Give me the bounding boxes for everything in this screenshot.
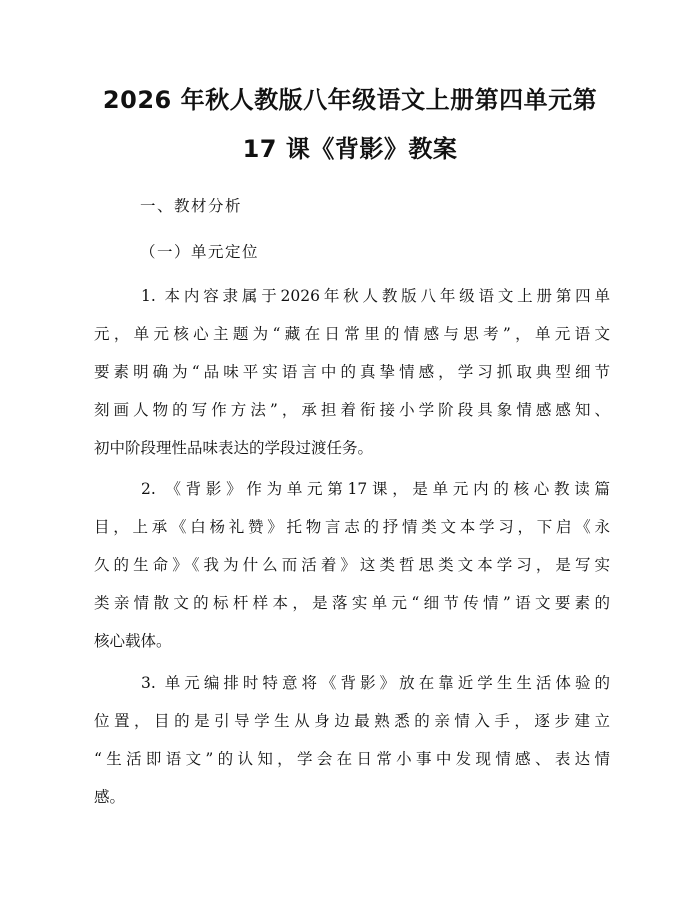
subsection-heading: （一）单元定位 (140, 243, 260, 261)
paragraph-line: 2. 《背影》作为单元第17课，是单元内的核心教读篇 (141, 480, 610, 498)
paragraph-line: 初中阶段理性品味表达的学段过渡任务。 (94, 439, 374, 457)
paragraph-line: 3. 单元编排时特意将《背影》放在靠近学生生活体验的 (141, 674, 610, 692)
paragraph-line: 位置，目的是引导学生从身边最熟悉的亲情入手，逐步建立 (94, 712, 610, 730)
paragraph-line: 元，单元核心主题为“藏在日常里的情感与思考”，单元语文 (94, 325, 610, 343)
paragraph-2 (94, 470, 610, 660)
paragraph-3 (94, 664, 610, 816)
paragraph-line: 刻画人物的写作方法”，承担着衔接小学阶段具象情感感知、 (94, 401, 610, 419)
section-heading: 一、教材分析 (140, 197, 243, 215)
paragraph-line: 目，上承《白杨礼赞》托物言志的抒情类文本学习，下启《永 (94, 518, 610, 536)
document-title-line-1: 2026 年秋人教版八年级语文上册第四单元第 (102, 86, 598, 114)
paragraph-line: 要素明确为“品味平实语言中的真挚情感，学习抓取典型细节 (94, 363, 610, 381)
paragraph-line: “生活即语文”的认知，学会在日常小事中发现情感、表达情 (94, 750, 610, 768)
paragraph-line: 1. 本内容隶属于2026年秋人教版八年级语文上册第四单 (141, 287, 610, 305)
paragraph-1 (94, 277, 610, 467)
paragraph-line: 感。 (94, 788, 126, 806)
paragraph-line: 核心载体。 (94, 632, 172, 650)
document-title-line-2: 17 课《背影》教案 (242, 135, 458, 163)
paragraph-line: 类亲情散文的标杆样本，是落实单元“细节传情”语文要素的 (94, 594, 610, 612)
paragraph-line: 久的生命》《我为什么而活着》这类哲思类文本学习，是写实 (94, 556, 610, 574)
